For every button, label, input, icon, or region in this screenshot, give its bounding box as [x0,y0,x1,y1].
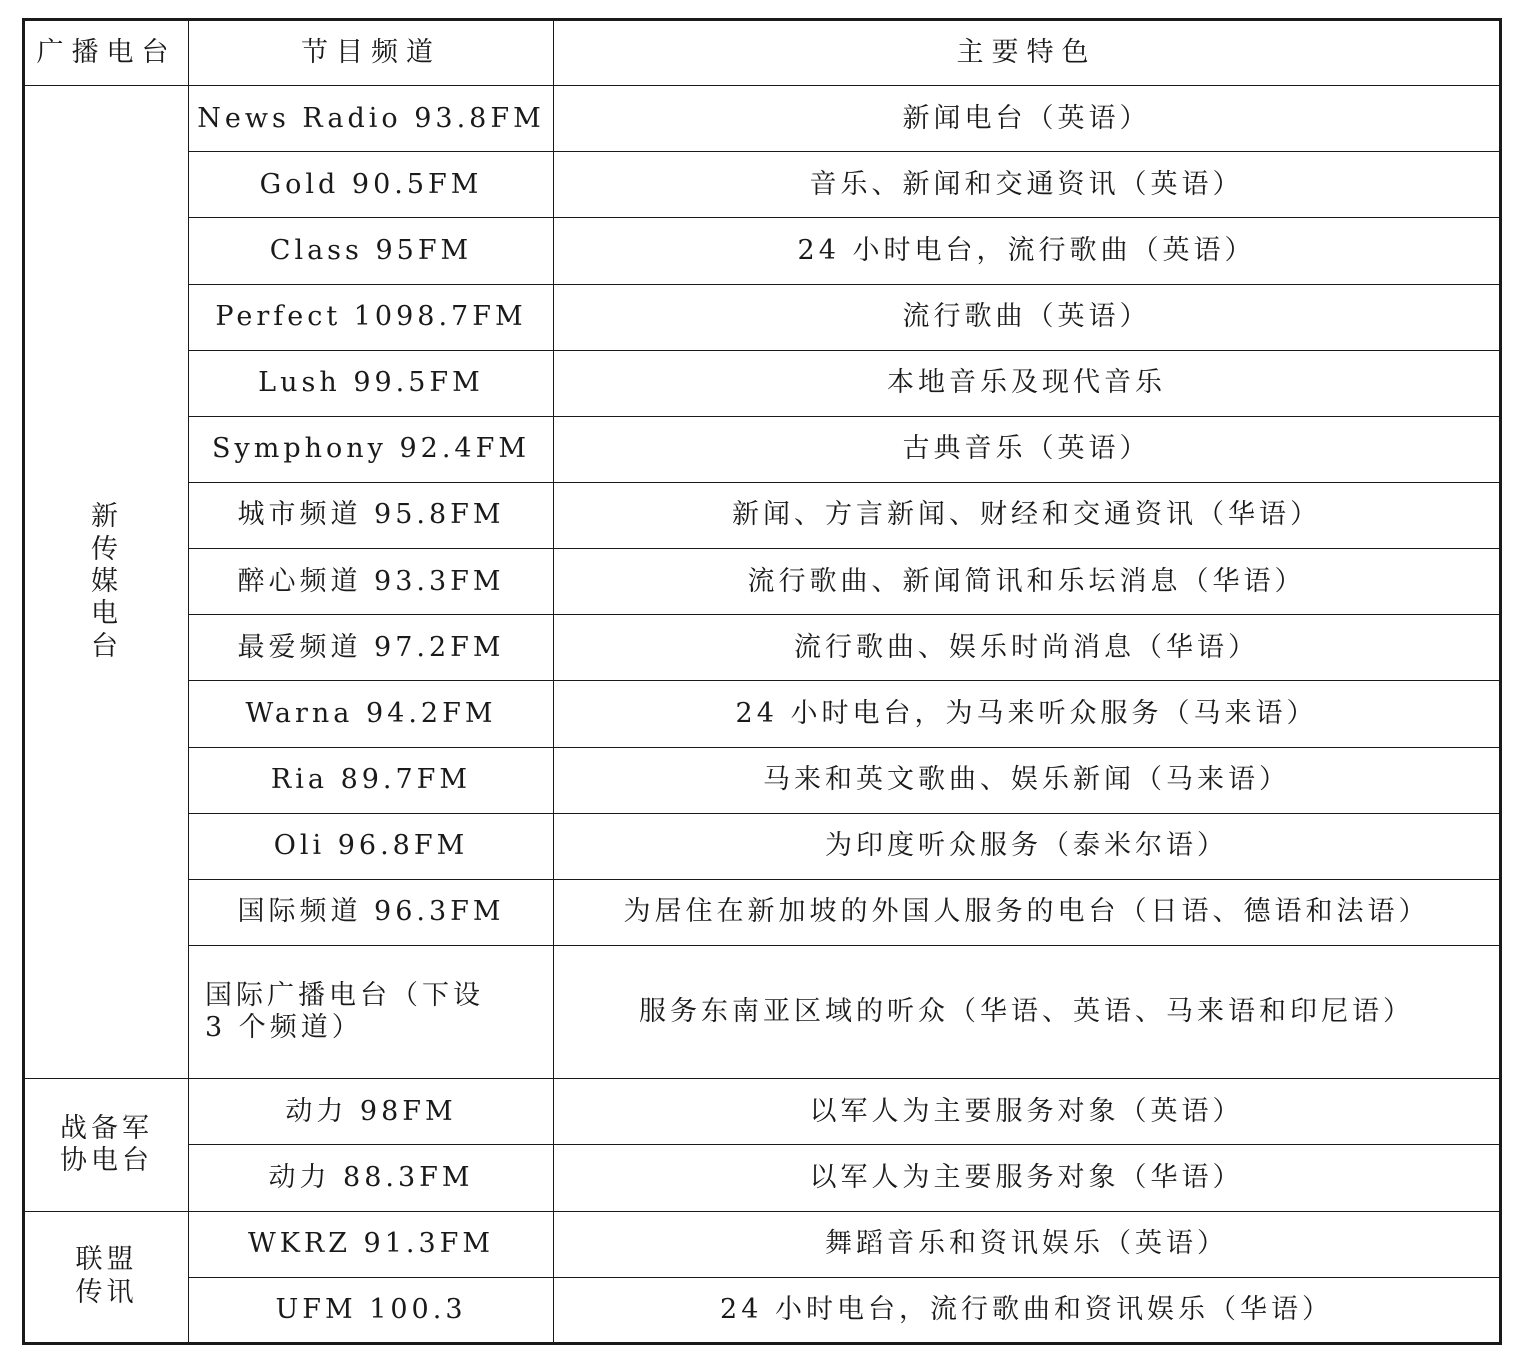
table-row [24,879,1501,945]
feature-cell: 本地音乐及现代音乐 [554,350,1501,416]
channel-cell: Lush 99.5FM [189,350,554,416]
channel-cell: Oli 96.8FM [189,813,554,879]
group-name-sph-unionworks: 联盟 传讯 [24,1211,189,1343]
feature-cell: 流行歌曲、新闻简讯和乐坛消息（华语） [554,549,1501,615]
feature-cell: 为居住在新加坡的外国人服务的电台（日语、德语和法语） [554,879,1501,945]
channel-cell: UFM 100.3 [189,1277,554,1343]
table-row [24,1145,1501,1211]
feature-cell: 新闻、方言新闻、财经和交通资讯（华语） [554,482,1501,548]
feature-cell: 24 小时电台，流行歌曲（英语） [554,218,1501,284]
table-row [24,350,1501,416]
channel-cell: Ria 89.7FM [189,747,554,813]
feature-cell: 流行歌曲、娱乐时尚消息（华语） [554,615,1501,681]
table-row [24,945,1501,1078]
header-channel: 节目频道 [189,20,554,86]
channel-cell: News Radio 93.8FM [189,86,554,152]
channel-cell: 最爱频道 97.2FM [189,615,554,681]
table-row [24,681,1501,747]
feature-cell: 以军人为主要服务对象（英语） [554,1079,1501,1145]
table-row [24,1079,1501,1145]
feature-cell: 流行歌曲（英语） [554,284,1501,350]
channel-line-1: 国际广播电台（下设 [205,979,484,1011]
table-row [24,284,1501,350]
channel-cell: 国际频道 96.3FM [189,879,554,945]
header-row [24,20,1501,86]
table-row [24,86,1501,152]
group-name-new-media: 新 传 媒 电 台 [24,86,189,1079]
table-row [24,416,1501,482]
feature-cell: 新闻电台（英语） [554,86,1501,152]
table-row [24,813,1501,879]
channel-cell: 醉心频道 93.3FM [189,549,554,615]
feature-cell: 24 小时电台，流行歌曲和资讯娱乐（华语） [554,1277,1501,1343]
channel-line-2: 3 个频道） [205,1012,363,1044]
table-row [24,482,1501,548]
header-station: 广播电台 [24,20,189,86]
table-row [24,615,1501,681]
feature-cell: 马来和英文歌曲、娱乐新闻（马来语） [554,747,1501,813]
table-row [24,218,1501,284]
channel-cell: Class 95FM [189,218,554,284]
feature-cell: 舞蹈音乐和资讯娱乐（英语） [554,1211,1501,1277]
feature-cell: 24 小时电台，为马来听众服务（马来语） [554,681,1501,747]
channel-cell: Warna 94.2FM [189,681,554,747]
feature-cell: 音乐、新闻和交通资讯（英语） [554,152,1501,218]
channel-cell: 动力 88.3FM [189,1145,554,1211]
channel-cell: Gold 90.5FM [189,152,554,218]
channel-cell: Perfect 1098.7FM [189,284,554,350]
feature-cell: 为印度听众服务（泰米尔语） [554,813,1501,879]
feature-cell: 以军人为主要服务对象（华语） [554,1145,1501,1211]
table-row [24,152,1501,218]
channel-cell: WKRZ 91.3FM [189,1211,554,1277]
table-row [24,549,1501,615]
channel-cell: Symphony 92.4FM [189,416,554,482]
channel-cell: 动力 98FM [189,1079,554,1145]
table-row [24,1211,1501,1277]
channel-cell: 城市频道 95.8FM [189,482,554,548]
group-name-mindef: 战备军 协电台 [24,1079,189,1211]
header-feature: 主要特色 [554,20,1501,86]
radio-stations-table [22,18,1502,1345]
table-row [24,747,1501,813]
channel-cell [189,945,554,1078]
table-row [24,1277,1501,1343]
feature-cell: 古典音乐（英语） [554,416,1501,482]
feature-cell: 服务东南亚区域的听众（华语、英语、马来语和印尼语） [554,945,1501,1078]
